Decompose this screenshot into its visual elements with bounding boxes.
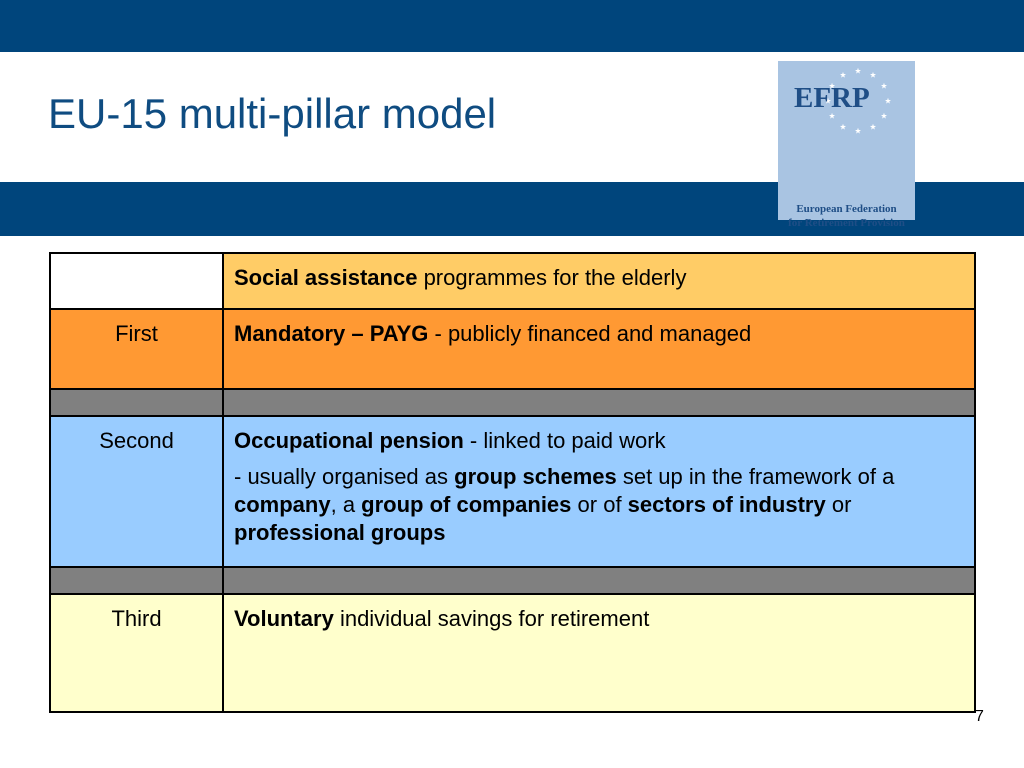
pillar-description-third (223, 594, 975, 712)
logo-star-icon (855, 68, 861, 74)
table-separator-row (50, 567, 975, 594)
logo-star-icon (885, 98, 891, 104)
pillar-table (49, 252, 976, 713)
efrp-logo (778, 61, 915, 229)
second-text: , a (330, 492, 362, 517)
logo-name: EFRP (794, 82, 870, 114)
header-top-band (0, 0, 1024, 52)
second-line1-rest: - linked to paid work (463, 428, 666, 453)
table-row-social-assistance (50, 253, 975, 309)
second-bold: professional groups (234, 520, 446, 545)
first-rest: - publicly financed and managed (428, 321, 752, 346)
slide-title: EU-15 multi-pillar model (48, 90, 497, 137)
logo-star-icon (870, 124, 876, 130)
logo-star-icon (881, 83, 887, 89)
second-text: set up in the framework of a (616, 464, 895, 489)
page-number: 7 (975, 708, 984, 725)
pillar-label-empty (50, 253, 223, 309)
third-bold: Voluntary (234, 606, 334, 631)
logo-star-icon (840, 124, 846, 130)
second-line1-bold: Occupational pension (234, 428, 464, 453)
table-row-second-pillar (50, 416, 975, 567)
separator-cell (50, 389, 223, 416)
logo-star-icon (881, 113, 887, 119)
second-bold: company (234, 492, 331, 517)
pillar-description-social (223, 253, 975, 309)
table-row-first-pillar (50, 309, 975, 389)
logo-caption-line2: for Retirement Provision (788, 217, 905, 229)
logo-caption (778, 202, 915, 230)
table-row-third-pillar (50, 594, 975, 712)
logo-star-icon (840, 72, 846, 78)
separator-cell (50, 567, 223, 594)
table-separator-row (50, 389, 975, 416)
separator-cell (223, 389, 975, 416)
pillar-description-second (223, 416, 975, 567)
social-bold: Social assistance (234, 265, 418, 290)
pillar-label-third: Third (50, 594, 223, 712)
pillar-description-first (223, 309, 975, 389)
second-text: - usually organised as (234, 464, 455, 489)
separator-cell (223, 567, 975, 594)
second-bold: sectors of industry (627, 492, 826, 517)
social-rest: programmes for the elderly (417, 265, 687, 290)
logo-star-icon (870, 72, 876, 78)
second-bold: group of companies (361, 492, 572, 517)
second-bold: group schemes (454, 464, 617, 489)
second-text: or of (571, 492, 628, 517)
second-text: or (825, 492, 852, 517)
logo-star-icon (855, 128, 861, 134)
pillar-label-first: First (50, 309, 223, 389)
pillar-label-second: Second (50, 416, 223, 567)
logo-caption-line1: European Federation (796, 203, 897, 215)
third-rest: individual savings for retirement (333, 606, 650, 631)
first-bold: Mandatory – PAYG (234, 321, 429, 346)
